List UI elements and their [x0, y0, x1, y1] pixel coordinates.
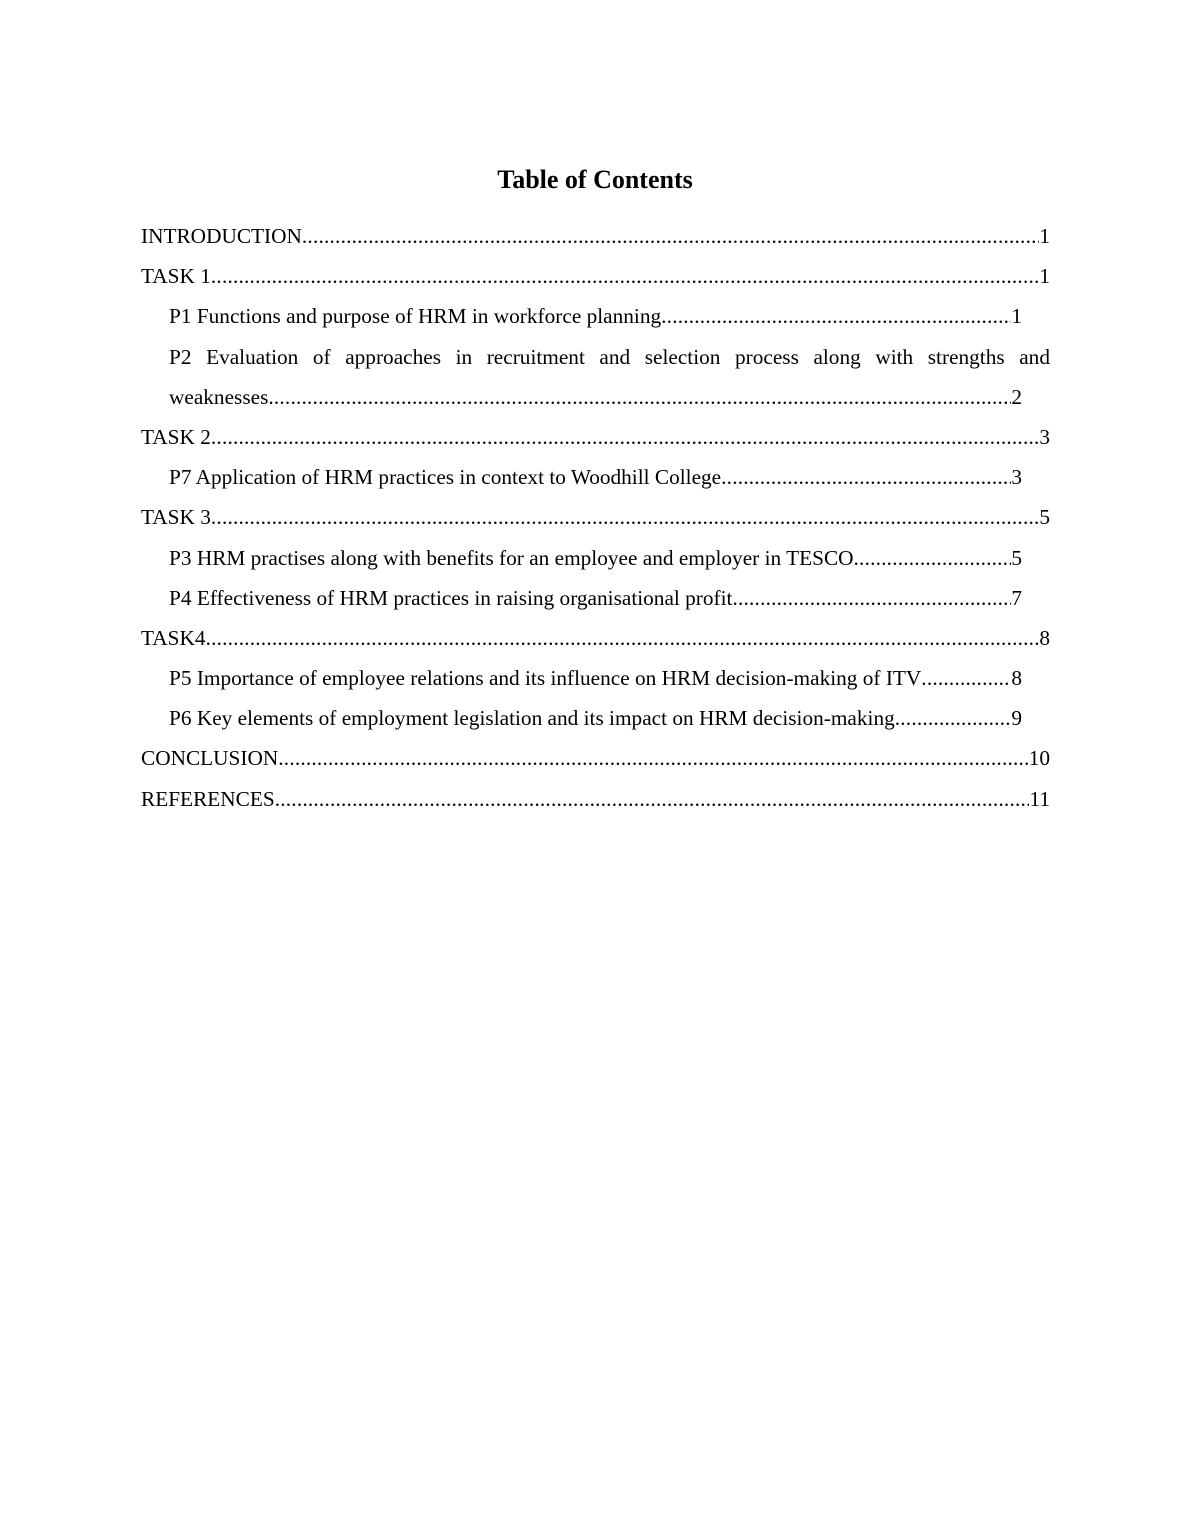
- toc-entry-text: P1 Functions and purpose of HRM in workforce planning: [169, 304, 662, 329]
- toc-entry-p7[interactable]: [169, 457, 1022, 497]
- toc-entry-page: 3: [1039, 424, 1050, 449]
- toc-entry-page: 11: [1029, 786, 1050, 811]
- toc-entry-text: TASK 1: [141, 264, 211, 289]
- toc-entry-text: P4 Effectiveness of HRM practices in raising organisational profit: [169, 585, 733, 610]
- toc-entry-text: P5 Importance of employee relations and its influence on HRM decision-making of ITV: [169, 666, 922, 691]
- toc-entry-word: P2: [169, 344, 192, 369]
- toc-entry-text: REFERENCES: [141, 786, 275, 811]
- toc-entry-text-line2: [169, 377, 1022, 417]
- toc-entry-text: P6 Key elements of employment legislation and its impact on HRM decision-making: [169, 706, 895, 731]
- toc-entry-page: 7: [1011, 585, 1022, 610]
- toc-entry-page: 9: [1011, 706, 1022, 731]
- toc-entry-page: 3: [1011, 465, 1022, 490]
- toc-entry-word: approaches: [345, 344, 441, 369]
- toc-entry-word: of: [312, 344, 331, 369]
- toc-entry-word: process: [735, 344, 799, 369]
- toc-entry-word: and: [599, 344, 631, 369]
- toc-dot-leader: [275, 779, 1030, 819]
- toc-entry-page: 1: [1011, 304, 1022, 329]
- toc-entry-p3[interactable]: [169, 538, 1022, 578]
- toc-entry-page: 5: [1011, 545, 1022, 570]
- toc-entry-references[interactable]: [141, 779, 1050, 819]
- toc-entry-word: along: [813, 344, 861, 369]
- toc-entry-text: TASK4: [141, 625, 206, 650]
- toc-entry-word: with: [875, 344, 914, 369]
- toc-dot-leader: [854, 538, 1012, 578]
- toc-entry-p4[interactable]: [169, 578, 1022, 618]
- toc-dot-leader: [211, 497, 1039, 537]
- toc-entry-word: recruitment: [486, 344, 585, 369]
- toc-entry-task-2[interactable]: [141, 417, 1050, 457]
- toc-entry-text-line1: [169, 337, 1050, 377]
- toc-entry-task-1[interactable]: [141, 256, 1050, 296]
- toc-entry-page: 1: [1039, 224, 1050, 248]
- toc-entry-page: 2: [1011, 384, 1022, 409]
- toc-list: [141, 216, 1050, 819]
- toc-entry-conclusion[interactable]: [141, 738, 1050, 778]
- toc-entry-page: 5: [1039, 505, 1050, 530]
- toc-entry-text: weaknesses: [169, 384, 269, 409]
- toc-entry-word: strengths: [927, 344, 1005, 369]
- toc-title: Table of Contents: [497, 165, 693, 194]
- toc-entry-text: TASK 2: [141, 424, 211, 449]
- toc-dot-leader: [721, 457, 1011, 497]
- toc-dot-leader: [206, 618, 1040, 658]
- toc-dot-leader: [661, 296, 1011, 336]
- toc-dot-leader: [302, 216, 1039, 256]
- toc-entry-word: Evaluation: [206, 344, 299, 369]
- toc-entry-text: P7 Application of HRM practices in context to Woodhill College: [169, 465, 722, 490]
- toc-entry-word: in: [455, 344, 473, 369]
- toc-entry-introduction[interactable]: [141, 216, 1050, 256]
- toc-entry-word: selection: [644, 344, 721, 369]
- toc-entry-word: and: [1019, 344, 1050, 369]
- toc-entry-p2[interactable]: [169, 337, 1050, 417]
- toc-entry-text-words: [169, 337, 1050, 377]
- toc-dot-leader: [278, 738, 1028, 778]
- toc-entry-page: 8: [1039, 625, 1050, 650]
- toc-entry-page: 10: [1028, 746, 1050, 771]
- toc-dot-leader: [895, 698, 1012, 738]
- toc-entry-task-4[interactable]: [141, 618, 1050, 658]
- toc-dot-leader: [211, 417, 1039, 457]
- toc-entry-text: P3 HRM practises along with benefits for an employee and employer in TESCO: [169, 545, 854, 570]
- toc-dot-leader: [921, 658, 1011, 698]
- toc-entry-p5[interactable]: [169, 658, 1022, 698]
- toc-entry-text: CONCLUSION: [141, 746, 279, 771]
- toc-dot-leader: [268, 377, 1011, 417]
- toc-entry-text: INTRODUCTION: [141, 224, 302, 248]
- toc-entry-p1[interactable]: [169, 296, 1022, 336]
- toc-entry-page: 1: [1039, 264, 1050, 289]
- toc-entry-text: TASK 3: [141, 505, 211, 530]
- toc-entry-task-3[interactable]: [141, 497, 1050, 537]
- toc-dot-leader: [732, 578, 1011, 618]
- toc-dot-leader: [211, 256, 1039, 296]
- toc-entry-p6[interactable]: [169, 698, 1022, 738]
- toc-entry-page: 8: [1011, 666, 1022, 691]
